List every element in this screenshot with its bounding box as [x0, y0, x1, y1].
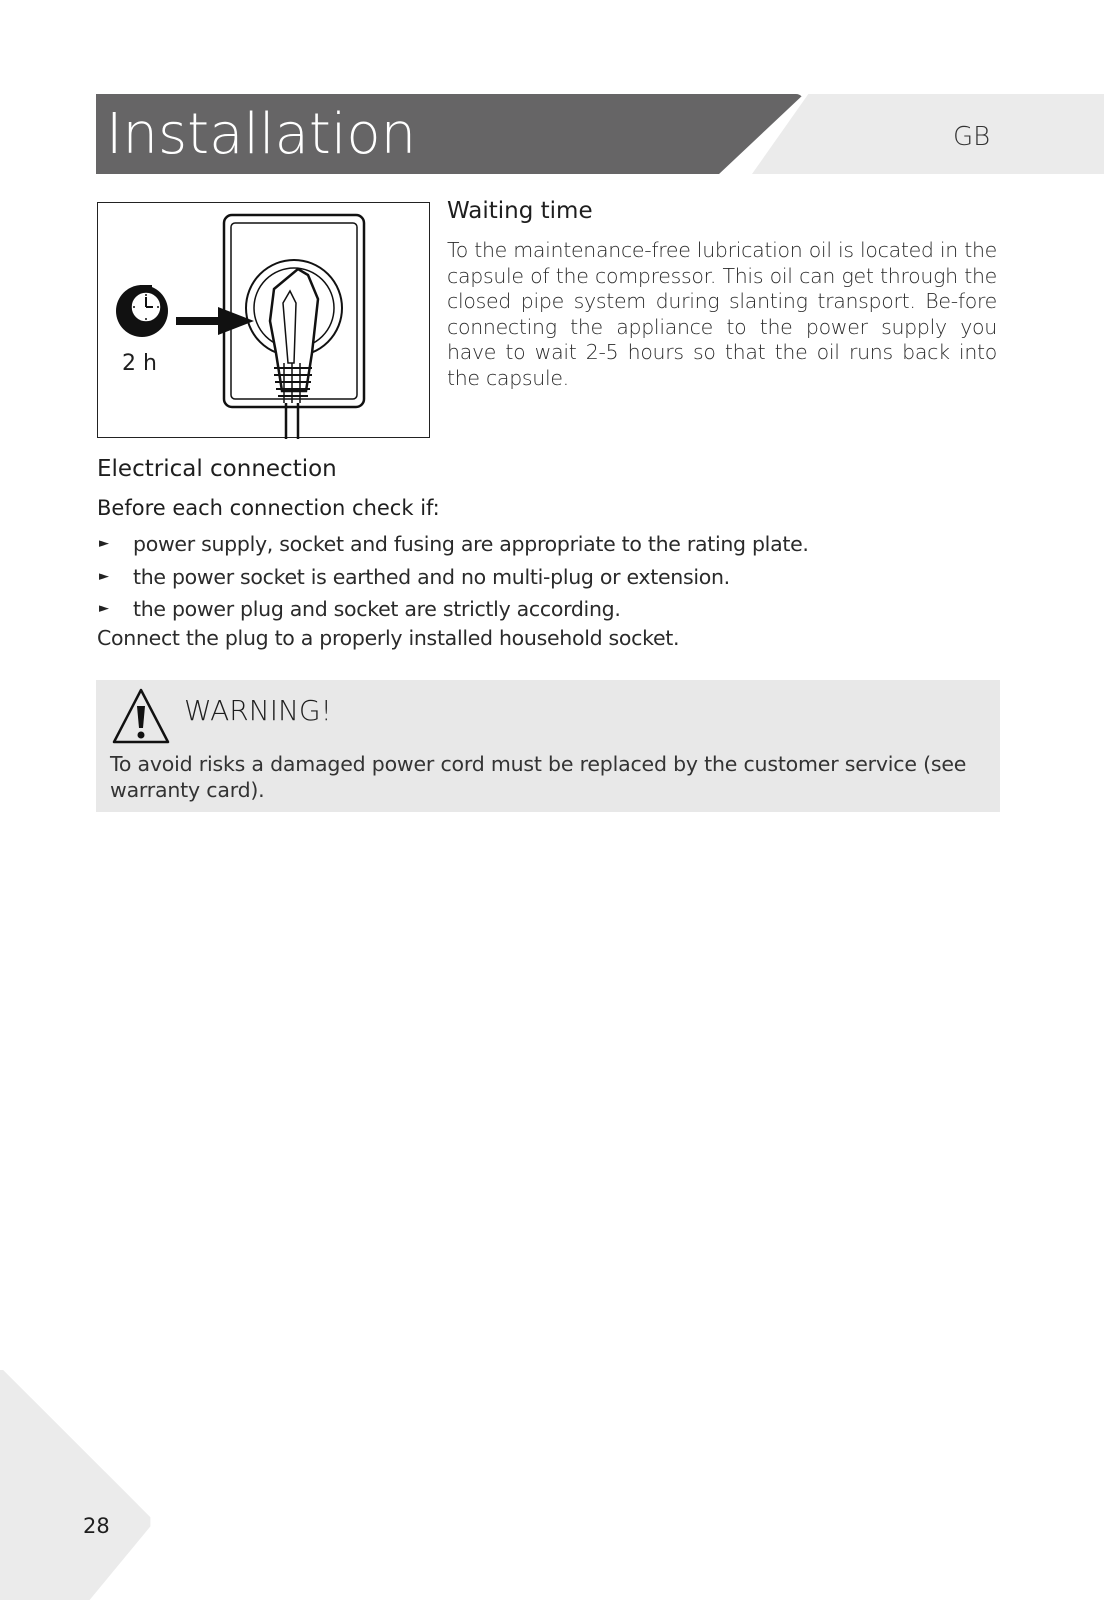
check-list-intro: Before each connection check if:	[97, 496, 440, 520]
waiting-time-heading: Waiting time	[447, 198, 593, 224]
page-corner-tab	[0, 1370, 160, 1600]
warning-title: WARNING!	[184, 694, 332, 727]
language-tab	[752, 94, 1104, 174]
bullet-arrow-icon: ►	[99, 536, 109, 551]
electrical-connection-heading: Electrical connection	[97, 456, 337, 482]
bullet-arrow-icon: ►	[99, 568, 109, 584]
check-list	[97, 528, 977, 626]
page-title: Installation	[106, 102, 417, 167]
list-item: ► the power plug and socket are strictly according.	[97, 593, 977, 626]
connection-instruction: Connect the plug to a properly installed household socket.	[97, 626, 680, 650]
warning-text: To avoid risks a damaged power cord must be replaced by the customer service (see warranty card).	[110, 752, 967, 802]
language-code: GB	[953, 122, 991, 152]
warning-triangle-icon	[110, 686, 172, 748]
arrow-right-icon	[176, 307, 254, 335]
plug-socket-icon	[98, 203, 431, 439]
plug-illustration	[97, 202, 430, 438]
bullet-arrow-icon: ►	[99, 601, 109, 616]
list-item: ► power supply, socket and fusing are appropriate to the rating plate.	[97, 528, 977, 561]
clock-icon	[116, 285, 168, 337]
warning-box	[96, 680, 1000, 812]
waiting-time-paragraph: To the maintenance-free lubrication oil is located in the capsule of the compressor. This oil can get through the closed pipe system during slanting transport. Be-fore connecting the appliance to the power supply you have to wait 2-5 hours so that the oil runs back into the capsule.	[447, 238, 997, 390]
wait-duration-label: 2 h	[122, 351, 157, 376]
list-item: ► the power socket is earthed and no multi-plug or extension.	[97, 561, 977, 594]
page-number: 28	[83, 1514, 110, 1538]
